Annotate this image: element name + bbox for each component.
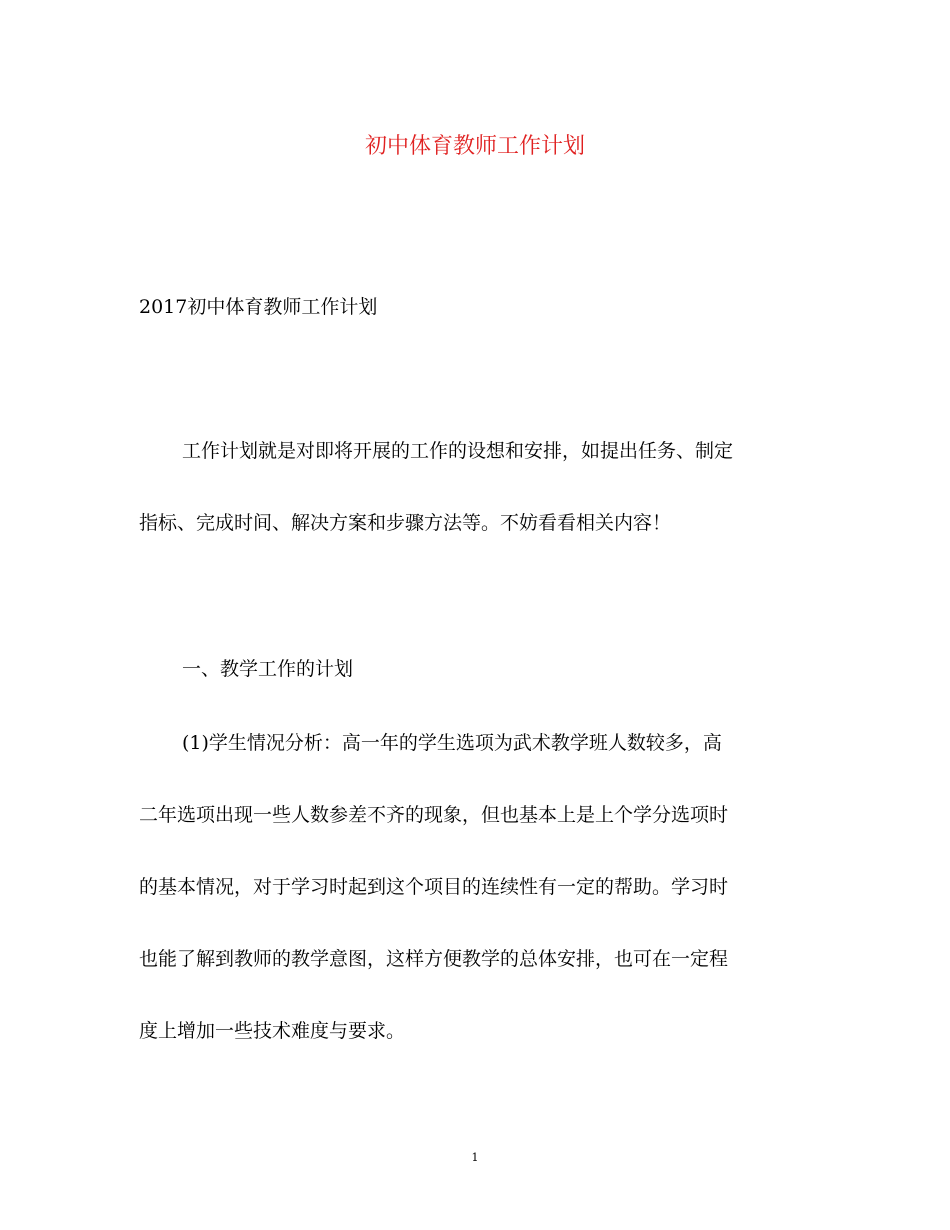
page-number: 1 [471, 1151, 479, 1164]
intro-line-2: 指标、完成时间、解决方案和步骤方法等。不妨看看相关内容！ [139, 512, 672, 534]
section-line-2: 二年选项出现一些人数参差不齐的现象，但也基本上是上个学分选项时 [139, 804, 729, 826]
section-line-3: 的基本情况，对于学习时起到这个项目的连续性有一定的帮助。学习时 [139, 876, 729, 898]
page-title: 初中体育教师工作计划 [364, 134, 585, 159]
section-line-1: (1)学生情况分析：高一年的学生选项为武术教学班人数较多，高 [182, 732, 722, 754]
section-line-5: 度上增加一些技术难度与要求。 [139, 1020, 406, 1042]
document-subtitle: 2017初中体育教师工作计划 [139, 296, 378, 318]
section-line-4: 也能了解到教师的教学意图，这样方便教学的总体安排，也可在一定程 [139, 948, 729, 970]
section-heading: 一、教学工作的计划 [182, 658, 354, 680]
intro-line-1: 工作计划就是对即将开展的工作的设想和安排，如提出任务、制定 [182, 440, 734, 462]
